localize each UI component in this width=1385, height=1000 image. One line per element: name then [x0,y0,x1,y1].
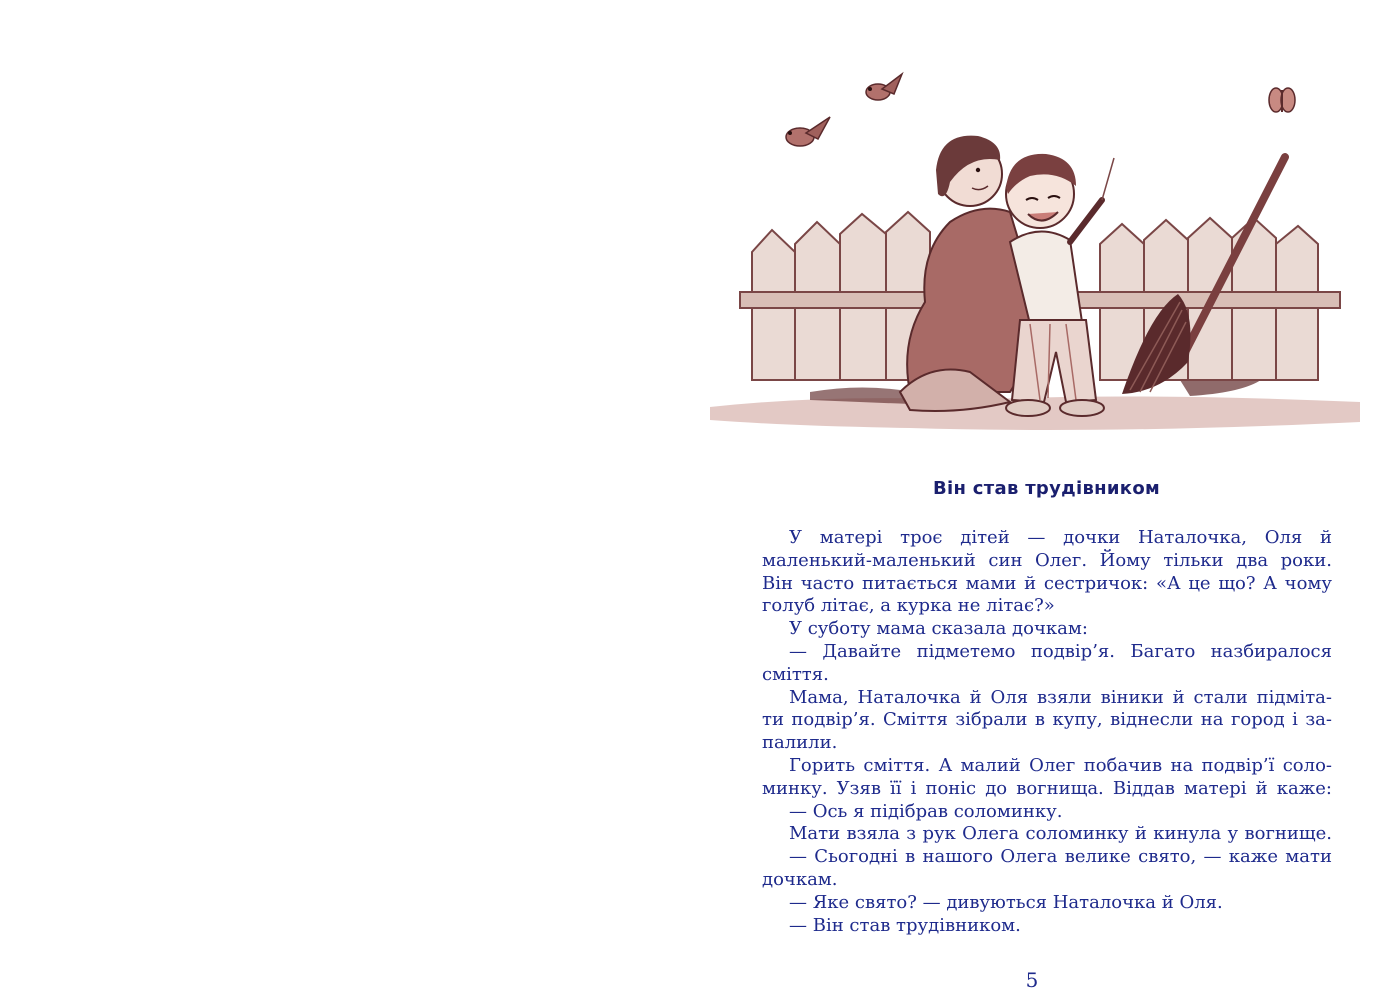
story-line: маленький-маленький син Олег. Йому тільки два роки. [762,549,1332,571]
story-line: голуб літає, а курка не літає?» [762,595,1055,617]
story-line: У матері троє дітей — дочки Наталочка, Оля й [789,527,1332,548]
right-page [692,0,1385,1000]
story-line: Мама, Наталочка й Оля взяли віники й стали підміта- [789,686,1332,708]
story-line: — Давайте підметемо подвір’я. Багато назбиралося [789,640,1332,662]
story-text [762,527,1332,937]
story-line: ти подвір’я. Сміття зібрали в купу, віднесли на город і за- [762,709,1332,731]
page-number: 5 [1025,968,1039,992]
story-illustration [710,62,1360,440]
story-line: — Ось я підібрав соломинку. [789,800,1063,822]
story-line: сміття. [762,663,829,685]
story-line: Він часто питається мами й сестричок: «А це що? А чому [762,572,1332,594]
story-line: — Він став трудівником. [789,914,1021,936]
story-line: минку. Узяв її і поніс до вогнища. Віддав матері й каже: [762,777,1332,799]
story-line: — Сьогодні в нашого Олега велике свято, — каже мати [789,846,1332,868]
story-line: У суботу мама сказала дочкам: [789,618,1088,640]
story-line: Горить сміття. А малий Олег побачив на подвір’ї соло- [789,754,1332,776]
story-title: Він став трудівником [933,478,1160,499]
story-line: дочкам. [762,868,838,890]
story-line: палили. [762,732,838,754]
left-page-blank [0,0,692,1000]
story-line: Мати взяла з рук Олега соломинку й кинула у вогнище. [789,823,1332,845]
story-line: — Яке свято? — дивуються Наталочка й Оля. [789,891,1223,913]
